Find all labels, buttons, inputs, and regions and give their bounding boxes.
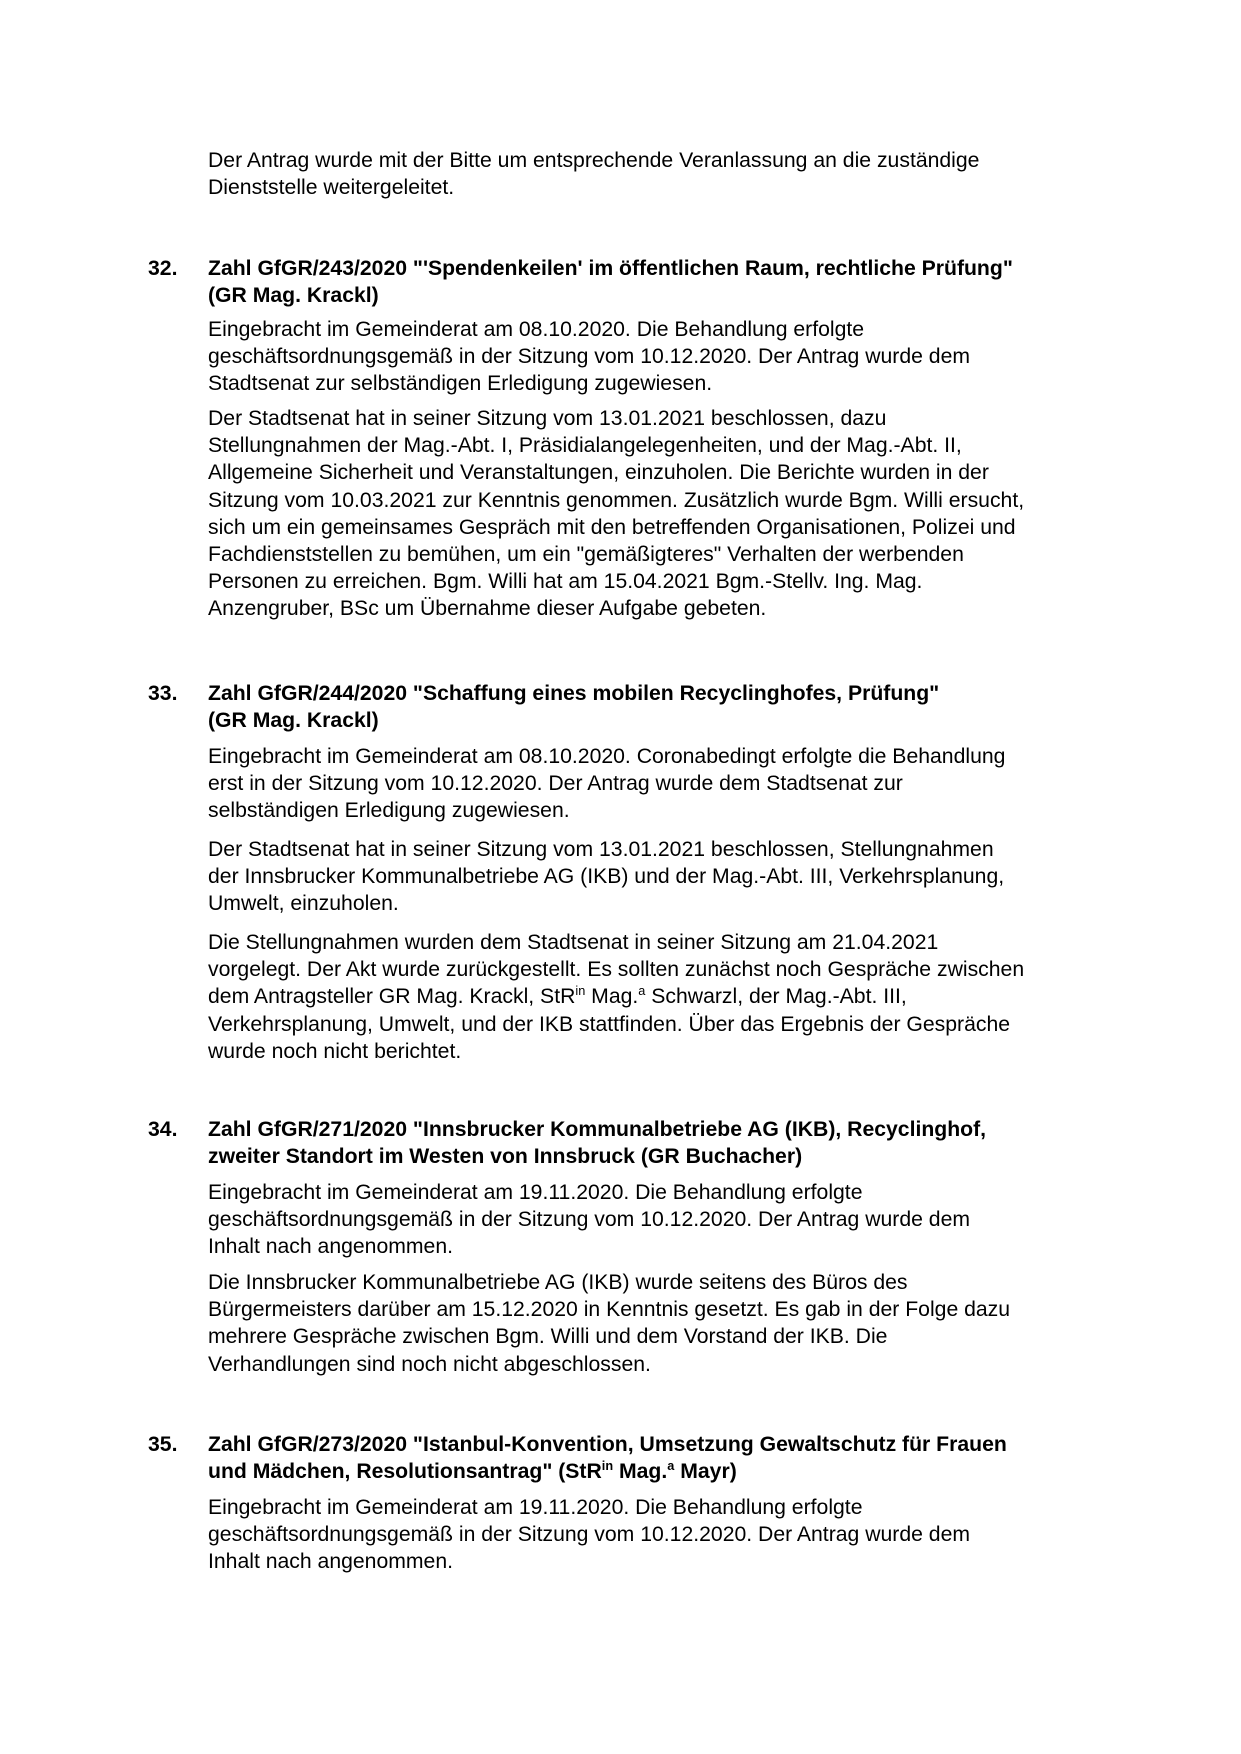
text-segment: dem Antragsteller GR Mag. Krackl, StR xyxy=(208,985,576,1009)
title-line: zweiter Standort im Westen von Innsbruck (GR Buchacher) xyxy=(208,1145,803,1169)
paragraph xyxy=(208,1269,1108,1378)
text-line: vorgelegt. Der Akt wurde zurückgestellt. Es sollten zunächst noch Gespräche zwischen xyxy=(208,958,1025,982)
superscript: in xyxy=(601,1458,614,1474)
item-title xyxy=(208,1116,1128,1170)
text-segment: Mag. xyxy=(585,985,639,1009)
text-line: Anzengruber, BSc um Übernahme dieser Aufgabe gebeten. xyxy=(208,597,767,621)
paragraph xyxy=(208,405,1108,623)
text-line: Der Stadtsenat hat in seiner Sitzung vom 13.01.2021 beschlossen, Stellungnahmen xyxy=(208,838,994,861)
text-line: geschäftsordnungsgemäß in der Sitzung vom 10.12.2020. Der Antrag wurde dem xyxy=(208,1523,971,1547)
item-title xyxy=(208,680,1128,734)
text-line: geschäftsordnungsgemäß in der Sitzung vom 10.12.2020. Der Antrag wurde dem xyxy=(208,345,971,369)
text-line: Inhalt nach angenommen. xyxy=(208,1235,454,1259)
text-line: geschäftsordnungsgemäß in der Sitzung vom 10.12.2020. Der Antrag wurde dem xyxy=(208,1208,971,1232)
text-segment: Mayr) xyxy=(674,1460,737,1484)
intro-paragraph xyxy=(208,147,1108,201)
text-line: Eingebracht im Gemeinderat am 19.11.2020. Die Behandlung erfolgte xyxy=(208,1181,863,1204)
text-line: Verhandlungen sind noch nicht abgeschlossen. xyxy=(208,1352,651,1376)
text-line: Stadtsenat zur selbständigen Erledigung zugewiesen. xyxy=(208,372,713,396)
text-line: Eingebracht im Gemeinderat am 08.10.2020. Die Behandlung erfolgte xyxy=(208,318,865,341)
text-line: Der Stadtsenat hat in seiner Sitzung vom 13.01.2021 beschlossen, dazu xyxy=(208,407,887,430)
text-line: sich um ein gemeinsames Gespräch mit den betreffenden Organisationen, Polizei und xyxy=(208,515,1016,539)
paragraph xyxy=(208,929,1108,1065)
text-line: Eingebracht im Gemeinderat am 08.10.2020. Coronabedingt erfolgte die Behandlung xyxy=(208,745,1006,768)
title-line: (GR Mag. Krackl) xyxy=(208,709,379,733)
text-segment: Schwarzl, der Mag.-Abt. III, xyxy=(645,985,907,1009)
text-line: Die Stellungnahmen wurden dem Stadtsenat in seiner Sitzung am 21.04.2021 xyxy=(208,931,939,954)
text-line: Personen zu erreichen. Bgm. Willi hat am 15.04.2021 Bgm.-Stellv. Ing. Mag. xyxy=(208,570,923,594)
text-line: Verkehrsplanung, Umwelt, und der IKB stattfinden. Über das Ergebnis der Gespräche xyxy=(208,1012,1011,1036)
text-line: Fachdienststellen zu bemühen, um ein "gemäßigteres" Verhalten der werbenden xyxy=(208,543,964,567)
text-line: Sitzung vom 10.03.2021 zur Kenntnis genommen. Zusätzlich wurde Bgm. Willi ersucht, xyxy=(208,488,1025,512)
paragraph xyxy=(208,1179,1108,1261)
item-number: 33. xyxy=(148,682,178,705)
text-line: Der Antrag wurde mit der Bitte um entsprechende Veranlassung an die zuständige xyxy=(208,149,980,172)
paragraph xyxy=(208,836,1108,918)
item-number: 35. xyxy=(148,1433,178,1456)
title-line: Zahl GfGR/244/2020 "Schaffung eines mobilen Recyclinghofes, Prüfung" xyxy=(208,682,940,705)
paragraph xyxy=(208,1494,1108,1576)
text-line: Stellungnahmen der Mag.-Abt. I, Präsidialangelegenheiten, und der Mag.-Abt. II, xyxy=(208,434,962,458)
text-line: erst in der Sitzung vom 10.12.2020. Der Antrag wurde dem Stadtsenat zur xyxy=(208,772,903,796)
text-line: der Innsbrucker Kommunalbetriebe AG (IKB) und der Mag.-Abt. III, Verkehrsplanung, xyxy=(208,865,1005,889)
title-line: Zahl GfGR/273/2020 "Istanbul-Konvention, Umsetzung Gewaltschutz für Frauen xyxy=(208,1433,1007,1456)
text-line: Dienststelle weitergeleitet. xyxy=(208,176,455,200)
title-line xyxy=(208,1458,1128,1485)
text-line: Bürgermeisters darüber am 15.12.2020 in Kenntnis gesetzt. Es gab in der Folge dazu xyxy=(208,1298,1011,1322)
text-segment: und Mädchen, Resolutionsantrag" (StR xyxy=(208,1460,602,1484)
title-line: Zahl GfGR/271/2020 "Innsbrucker Kommunalbetriebe AG (IKB), Recyclinghof, xyxy=(208,1118,987,1141)
title-line: Zahl GfGR/243/2020 "'Spendenkeilen' im öffentlichen Raum, rechtliche Prüfung" xyxy=(208,257,1013,280)
item-number: 32. xyxy=(148,257,178,280)
text-line: Allgemeine Sicherheit und Veranstaltungen, einzuholen. Die Berichte wurden in der xyxy=(208,461,989,485)
text-line: Inhalt nach angenommen. xyxy=(208,1550,454,1574)
text-line: Umwelt, einzuholen. xyxy=(208,892,399,916)
text-line: mehrere Gespräche zwischen Bgm. Willi und dem Vorstand der IKB. Die xyxy=(208,1325,888,1349)
paragraph xyxy=(208,743,1108,825)
paragraph xyxy=(208,316,1108,398)
text-line: Eingebracht im Gemeinderat am 19.11.2020. Die Behandlung erfolgte xyxy=(208,1496,863,1519)
superscript: a xyxy=(667,1458,675,1474)
title-line: (GR Mag. Krackl) xyxy=(208,284,379,308)
superscript: in xyxy=(575,983,586,999)
superscript: a xyxy=(638,983,646,999)
text-line xyxy=(208,983,1108,1010)
item-title xyxy=(208,255,1128,309)
item-title xyxy=(208,1431,1128,1485)
text-line: Die Innsbrucker Kommunalbetriebe AG (IKB) wurde seitens des Büros des xyxy=(208,1271,908,1294)
text-line: wurde noch nicht berichtet. xyxy=(208,1039,462,1063)
text-segment: Mag. xyxy=(613,1460,668,1484)
item-number: 34. xyxy=(148,1118,178,1141)
text-line: selbständigen Erledigung zugewiesen. xyxy=(208,799,570,823)
